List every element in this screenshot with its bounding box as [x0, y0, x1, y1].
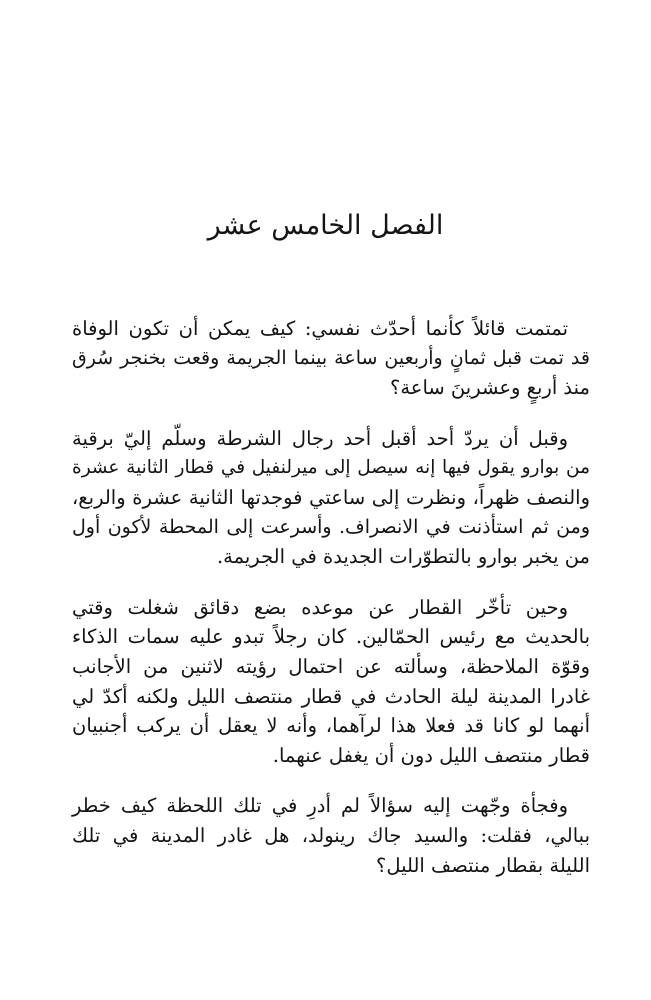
paragraph-line: وفجأة وجّهت إليه سؤالاً لم أدرِ في تلك اللحظة كيف خطر [72, 794, 568, 818]
paragraph-line: ومن ثم استأذنت في الانصراف. وأسرعت إلى المحطة لأكون أول [72, 515, 591, 538]
paragraph-line: والنصف ظهراً، ونظرت إلى ساعتي فوجدتها الثانية عشرة والربع، [72, 485, 590, 509]
paragraph-line: وقبل أن يردّ أحد أقبل أحد رجال الشرطة وسلّم إليّ برقية [72, 426, 568, 450]
paragraph-line: بالحديث مع رئيس الحمّالين. كان رجلاً تبدو عليه سمات الذكاء [72, 625, 590, 649]
paragraph-1 [72, 314, 590, 403]
paragraph-3 [72, 593, 590, 771]
paragraph-line: من يخبر بوارو بالتطوّرات الجديدة في الجريمة. [216, 545, 590, 569]
paragraph-line: وقوّة الملاحظة، وسألته عن احتمال رؤيته لاثنين من الأجانب [72, 654, 590, 678]
paragraph-line: وحين تأخّر القطار عن موعده بضع دقائق شغلت وقتي [72, 595, 568, 619]
paragraph-line: ببالي، فقلت: والسيد جاك رينولد، هل غادر المدينة في تلك [72, 823, 590, 847]
paragraph-line: تمتمت قائلاً كأنما أحدّث نفسي: كيف يمكن أن تكون الوفاة [72, 317, 568, 340]
chapter-body [72, 314, 590, 880]
paragraph-2 [72, 424, 590, 572]
paragraph-line: أنهما لو كانا قد فعلا هذا لرآهما، وأنه لا يعقل أن يركب أجنبيان [72, 714, 590, 738]
paragraph-line: غادرا المدينة ليلة الحادث في قطار منتصف الليل ولكنه أكدّ لي [72, 684, 590, 708]
paragraph-line: قطار منتصف الليل دون أن يغفل عنهما. [272, 743, 590, 767]
chapter-title: الفصل الخامس عشر [207, 210, 444, 241]
paragraph-line: من بوارو يقول فيها إنه سيصل إلى ميرلنفيل في قطار الثانية عشرة [72, 457, 590, 479]
paragraph-line: قد تمت قبل ثمانٍ وأربعين ساعة بينما الجريمة وقعت بخنجر سُرق [72, 346, 590, 369]
paragraph-line: منذ أربعٍ وعشرينَ ساعة؟ [390, 376, 590, 400]
paragraph-4 [72, 791, 590, 880]
paragraph-line: الليلة بقطار منتصف الليل؟ [376, 853, 590, 877]
